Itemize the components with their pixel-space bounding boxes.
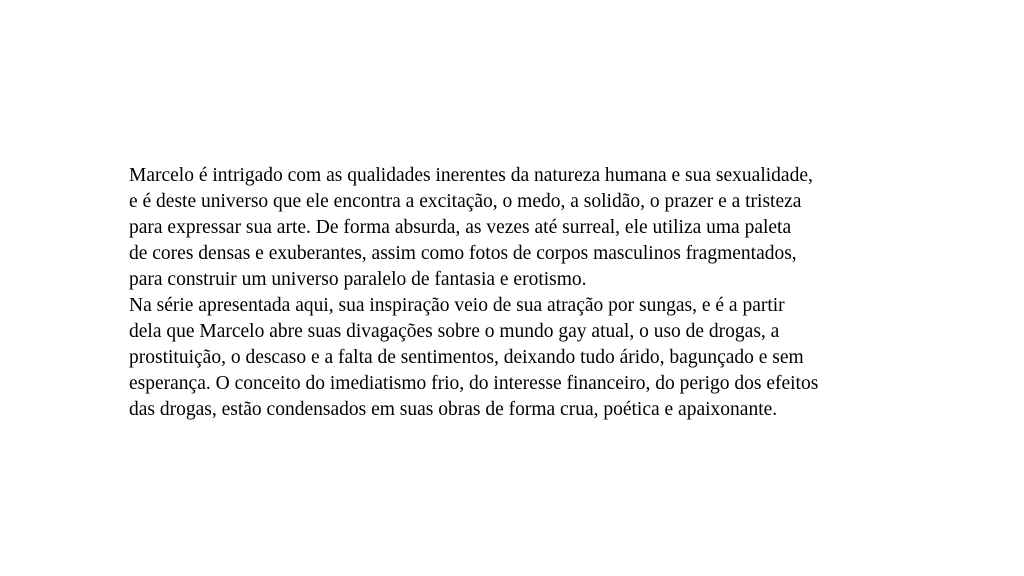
text-line: prostituição, o descaso e a falta de sentimentos, deixando tudo árido, bagunçado e sem [129,347,804,368]
text-line: das drogas, estão condensados em suas obras de forma crua, poética e apaixonante. [129,399,778,420]
body-text [129,163,909,423]
text-line: Na série apresentada aqui, sua inspiração veio de sua atração por sungas, e é a partir [129,295,785,316]
text-line: de cores densas e exuberantes, assim como fotos de corpos masculinos fragmentados, [129,243,797,264]
text-line: e é deste universo que ele encontra a excitação, o medo, a solidão, o prazer e a tristeza [129,191,802,212]
text-line: para expressar sua arte. De forma absurda, as vezes até surreal, ele utiliza uma paleta [129,217,792,238]
text-line: Marcelo é intrigado com as qualidades inerentes da natureza humana e sua sexualidade, [129,165,813,186]
text-line: dela que Marcelo abre suas divagações sobre o mundo gay atual, o uso de drogas, a [129,321,780,342]
text-line: para construir um universo paralelo de fantasia e erotismo. [129,269,587,290]
text-line: esperança. O conceito do imediatismo frio, do interesse financeiro, do perigo dos efeitos [129,373,819,394]
